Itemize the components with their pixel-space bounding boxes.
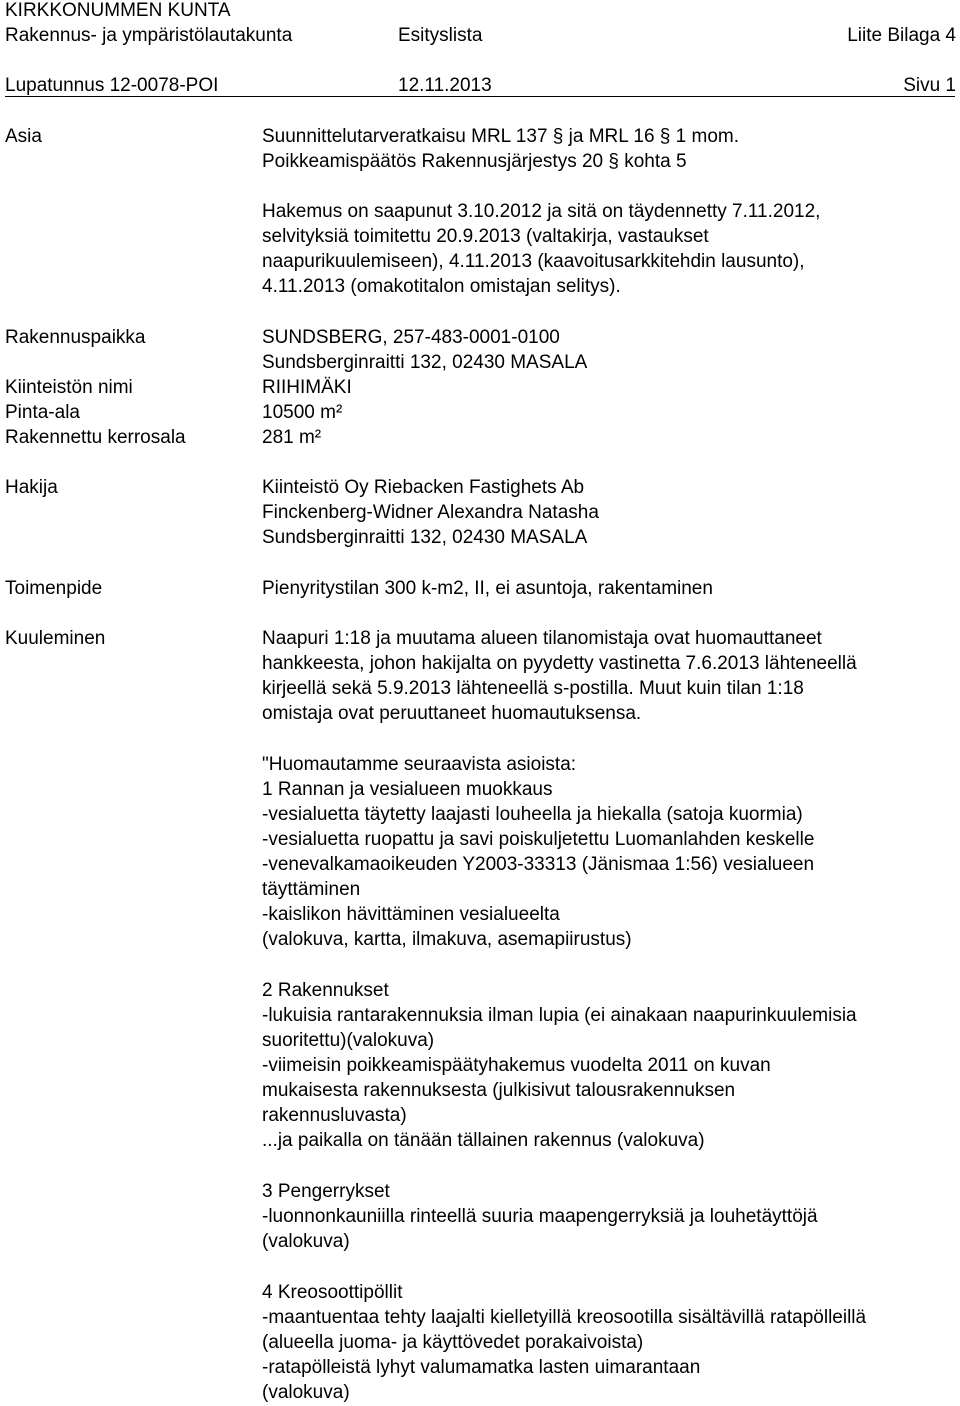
hearing-line: Naapuri 1:18 ja muutama alueen tilanomistaja ovat huomauttaneet bbox=[262, 628, 822, 649]
measure-value: Pienyritystilan 300 k-m2, II, ei asuntoja, rakentaminen bbox=[262, 578, 713, 599]
floor-area-label: Rakennettu kerrosala bbox=[5, 427, 186, 448]
area-value: 10500 m² bbox=[262, 402, 343, 423]
remark-line: suoritettu)(valokuva) bbox=[262, 1030, 435, 1051]
remark-line: -maantuentaa tehty laajalti kielletyillä kreosootilla sisältävillä ratapölleillä bbox=[262, 1307, 867, 1328]
remark-line: -vesialuetta täytetty laajasti louheella ja hiekalla (satoja kuormia) bbox=[262, 804, 803, 825]
application-line: naapurikuulemiseen), 4.11.2013 (kaavoitusarkkitehdin lausunto), bbox=[262, 251, 805, 272]
hearing-label: Kuuleminen bbox=[5, 628, 106, 649]
page-number: Sivu 1 bbox=[903, 75, 956, 96]
remark-line: 2 Rakennukset bbox=[262, 980, 389, 1001]
remark-line: (valokuva, kartta, ilmakuva, asemapiirustus) bbox=[262, 929, 632, 950]
meeting-date: 12.11.2013 bbox=[398, 75, 492, 96]
applicant-label: Hakija bbox=[5, 477, 58, 498]
floor-area-value: 281 m² bbox=[262, 427, 322, 448]
remarks-section-3 bbox=[262, 1179, 957, 1254]
remark-line: -ratapölleistä lyhyt valumamatka lasten uimarantaan bbox=[262, 1357, 701, 1378]
asia-line: Suunnittelutarveratkaisu MRL 137 § ja MRL 16 § 1 mom. bbox=[262, 126, 739, 147]
remark-line: mukaisesta rakennuksesta (julkisivut talousrakennuksen bbox=[262, 1080, 736, 1101]
hearing-line: kirjeellä sekä 5.9.2013 lähteneellä s-postilla. Muut kuin tilan 1:18 bbox=[262, 678, 804, 699]
remark-line: "Huomautamme seuraavista asioista: bbox=[262, 754, 577, 775]
asia-line: Poikkeamispäätös Rakennusjärjestys 20 § kohta 5 bbox=[262, 151, 687, 172]
remark-line: -venevalkamaoikeuden Y2003-33313 (Jänismaa 1:56) vesialueen bbox=[262, 854, 815, 875]
building-site-line: SUNDSBERG, 257-483-0001-0100 bbox=[262, 327, 560, 348]
applicant-line: Finckenberg-Widner Alexandra Natasha bbox=[262, 502, 599, 523]
building-site-value bbox=[262, 325, 957, 375]
building-site-line: Sundsberginraitti 132, 02430 MASALA bbox=[262, 352, 588, 373]
area-label: Pinta-ala bbox=[5, 402, 80, 423]
application-line: selvityksiä toimitettu 20.9.2013 (valtakirja, vastaukset bbox=[262, 226, 709, 247]
remark-line: -vesialuetta ruopattu ja savi poiskuljetettu Luomanlahden keskelle bbox=[262, 829, 815, 850]
asia-label: Asia bbox=[5, 126, 42, 147]
remark-line: 3 Pengerrykset bbox=[262, 1181, 390, 1202]
hearing-line: hankkeesta, johon hakijalta on pyydetty vastinetta 7.6.2013 lähteneellä bbox=[262, 653, 857, 674]
application-line: Hakemus on saapunut 3.10.2012 ja sitä on täydennetty 7.11.2012, bbox=[262, 201, 821, 222]
hearing-line: omistaja ovat peruuttaneet huomautuksensa. bbox=[262, 703, 642, 724]
building-site-label: Rakennuspaikka bbox=[5, 327, 146, 348]
agenda-label: Esityslista bbox=[398, 25, 483, 46]
remark-line: -viimeisin poikkeamispäätyhakemus vuodelta 2011 on kuvan bbox=[262, 1055, 771, 1076]
application-line: 4.11.2013 (omakotitalon omistajan selitys). bbox=[262, 276, 621, 297]
property-name-label: Kiinteistön nimi bbox=[5, 377, 133, 398]
attachment-label: Liite Bilaga 4 bbox=[847, 25, 956, 46]
remark-line: täyttäminen bbox=[262, 879, 361, 900]
remark-line: -kaislikon hävittäminen vesialueelta bbox=[262, 904, 560, 925]
measure-label: Toimenpide bbox=[5, 578, 103, 599]
remark-line: -lukuisia rantarakennuksia ilman lupia (ei ainakaan naapurinkuulemisia bbox=[262, 1005, 857, 1026]
applicant-line: Kiinteistö Oy Riebacken Fastighets Ab bbox=[262, 477, 585, 498]
municipality-name: KIRKKONUMMEN KUNTA bbox=[5, 0, 231, 21]
hearing-value bbox=[262, 626, 957, 726]
remarks-section-2 bbox=[262, 978, 957, 1153]
remark-line: -luonnonkauniilla rinteellä suuria maapengerryksiä ja louhetäyttöjä bbox=[262, 1206, 818, 1227]
remark-line: (valokuva) bbox=[262, 1382, 350, 1403]
remark-line: ...ja paikalla on tänään tällainen rakennus (valokuva) bbox=[262, 1130, 705, 1151]
applicant-line: Sundsberginraitti 132, 02430 MASALA bbox=[262, 527, 588, 548]
application-details bbox=[262, 199, 957, 299]
permit-id: Lupatunnus 12-0078-POI bbox=[5, 75, 219, 96]
remarks-section-1 bbox=[262, 752, 957, 952]
board-name: Rakennus- ja ympäristölautakunta bbox=[5, 25, 293, 46]
remarks-section-4 bbox=[262, 1280, 957, 1405]
remark-line: 4 Kreosoottipöllit bbox=[262, 1282, 403, 1303]
remark-line: (alueella juoma- ja käyttövedet porakaivoista) bbox=[262, 1332, 644, 1353]
applicant-value bbox=[262, 475, 957, 550]
property-name-value: RIIHIMÄKI bbox=[262, 377, 352, 398]
remark-line: 1 Rannan ja vesialueen muokkaus bbox=[262, 779, 553, 800]
remark-line: (valokuva) bbox=[262, 1231, 350, 1252]
remark-line: rakennusluvasta) bbox=[262, 1105, 407, 1126]
header-divider bbox=[5, 96, 955, 97]
asia-value bbox=[262, 124, 957, 174]
